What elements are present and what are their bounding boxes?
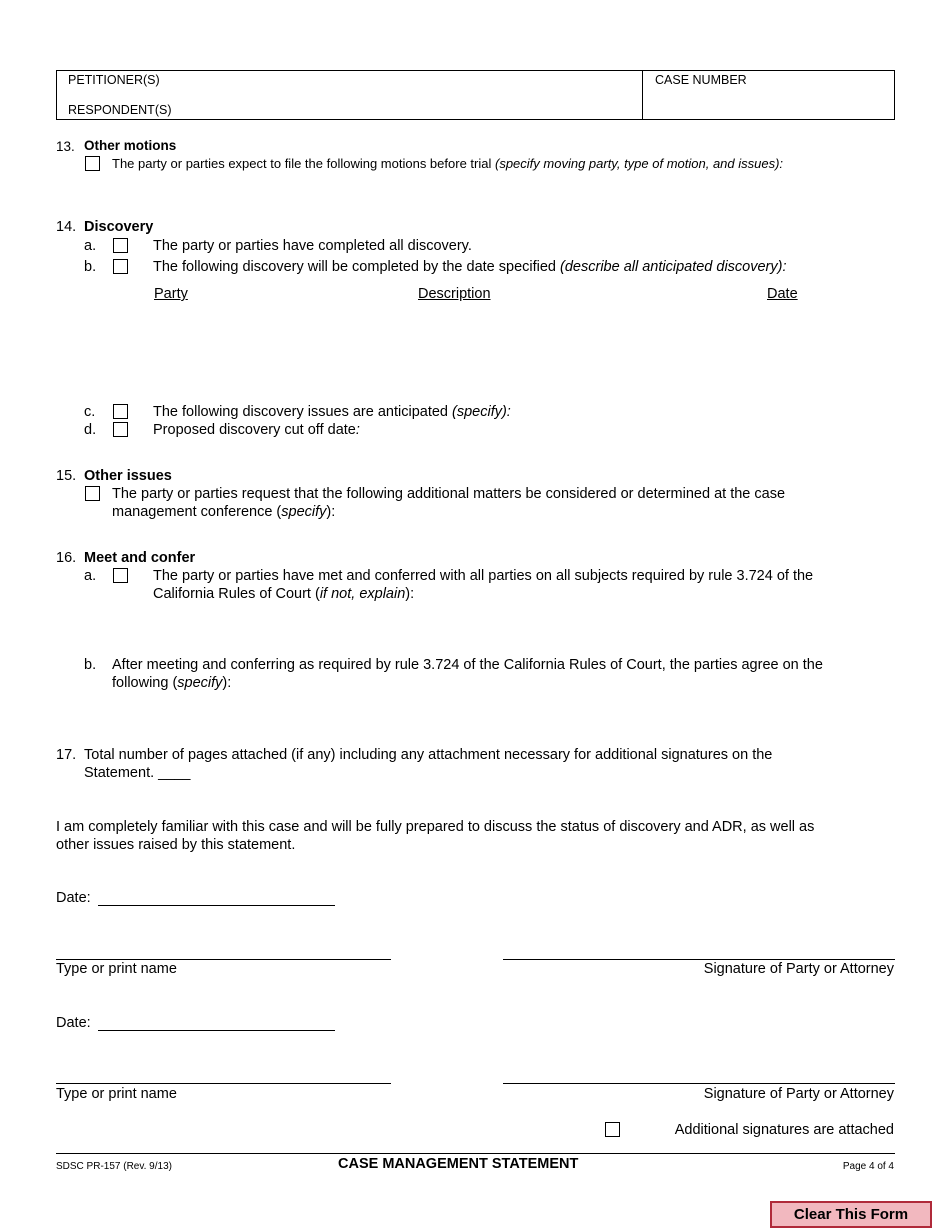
- form-id: SDSC PR-157 (Rev. 9/13): [56, 1161, 172, 1172]
- item14d-text: [153, 422, 360, 438]
- item16-title: Meet and confer: [84, 550, 196, 566]
- item14a-text: The party or parties have completed all discovery.: [153, 238, 472, 254]
- item17-number: 17.: [56, 747, 77, 763]
- item16b-text-line2: [112, 675, 231, 691]
- item16b-text2-italic: specify: [177, 675, 223, 691]
- name-line-1: [56, 959, 391, 960]
- discovery-table-field[interactable]: [153, 306, 843, 396]
- respondent-field[interactable]: [180, 101, 630, 117]
- item16a-text-line2: [153, 586, 414, 602]
- petitioner-field[interactable]: [180, 72, 630, 88]
- discovery-col-date: Date: [767, 286, 798, 302]
- item16a-text2-italic: if not, explain: [319, 586, 406, 602]
- item14a-checkbox[interactable]: [113, 238, 128, 253]
- signature-line-2: [503, 1083, 895, 1084]
- signature-line-1: [503, 959, 895, 960]
- item15-checkbox[interactable]: [85, 486, 100, 501]
- item15-text-line1: The party or parties request that the following additional matters be considered or determined at the case: [112, 486, 786, 502]
- item13-title: Other motions: [84, 138, 177, 153]
- item14b-text: [153, 259, 787, 275]
- additional-signatures-label: Additional signatures are attached: [674, 1122, 894, 1138]
- item16b-letter: b.: [84, 657, 97, 673]
- item16a-text2-main: California Rules of Court (: [153, 586, 320, 602]
- item14b-letter: b.: [84, 259, 97, 275]
- item14d-text-italic: :: [355, 422, 360, 438]
- item16-number: 16.: [56, 550, 77, 566]
- item15-text-line2: [112, 504, 335, 520]
- item13-text-main: The party or parties expect to file the following motions before trial: [112, 156, 492, 171]
- page-number: Page 4 of 4: [842, 1161, 894, 1172]
- item15-number: 15.: [56, 468, 77, 484]
- item14c-text: [153, 404, 511, 420]
- name-line-2: [56, 1083, 391, 1084]
- declaration-line1: I am completely familiar with this case and will be fully prepared to discuss the status of discovery and ADR, as well as: [56, 819, 815, 835]
- item16a-text-line1: The party or parties have met and conferred with all parties on all subjects required by rule 3.724 of the: [153, 568, 814, 584]
- item13-number: 13.: [56, 139, 75, 154]
- footer-title: CASE MANAGEMENT STATEMENT: [338, 1156, 579, 1172]
- additional-signatures-checkbox[interactable]: [605, 1122, 620, 1137]
- case-number-field[interactable]: [655, 92, 885, 114]
- footer-rule: [56, 1153, 895, 1154]
- item14b-text-main: The following discovery will be completed by the date specified: [153, 259, 556, 275]
- item14c-checkbox[interactable]: [113, 404, 128, 419]
- signature-label-2: Signature of Party or Attorney: [703, 1086, 894, 1102]
- item15-title: Other issues: [84, 468, 172, 484]
- item14c-text-main: The following discovery issues are anticipated: [153, 404, 448, 420]
- item14c-letter: c.: [84, 404, 96, 420]
- date-field-1[interactable]: [100, 888, 333, 904]
- item17-text-line2: Statement. ____: [84, 765, 191, 781]
- name-label-2: Type or print name: [56, 1086, 177, 1102]
- item16b-text-line1: After meeting and conferring as required by rule 3.724 of the California Rules of Court, the parties agree on the: [112, 657, 823, 673]
- item16a-checkbox[interactable]: [113, 568, 128, 583]
- item14d-letter: d.: [84, 422, 97, 438]
- item16b-text2-end: ):: [222, 675, 232, 691]
- item13-text: [112, 156, 783, 171]
- item14b-text-italic: (describe all anticipated discovery):: [560, 259, 787, 275]
- item14b-checkbox[interactable]: [113, 259, 128, 274]
- date-field-2[interactable]: [100, 1013, 333, 1029]
- date-label-1: Date:: [56, 890, 91, 906]
- item15-text2-main: management conference (: [112, 504, 282, 520]
- date-line-2: [98, 1030, 335, 1031]
- item15-text2-end: ):: [326, 504, 336, 520]
- date-label-2: Date:: [56, 1015, 91, 1031]
- name-field-1[interactable]: [58, 941, 389, 958]
- name-field-2[interactable]: [58, 1065, 389, 1082]
- name-label-1: Type or print name: [56, 961, 177, 977]
- item16b-text2-main: following (: [112, 675, 178, 691]
- item16a-text2-end: ):: [405, 586, 415, 602]
- respondent-label: RESPONDENT(S): [68, 103, 172, 117]
- discovery-col-party: Party: [154, 286, 188, 302]
- item13-checkbox[interactable]: [85, 156, 100, 171]
- declaration-line2: other issues raised by this statement.: [56, 837, 296, 853]
- item17-text-line1: Total number of pages attached (if any) including any attachment necessary for additional signatures on the: [84, 747, 773, 763]
- discovery-col-description: Description: [418, 286, 491, 302]
- item14d-text-main: Proposed discovery cut off date: [153, 422, 356, 438]
- item14d-checkbox[interactable]: [113, 422, 128, 437]
- item15-text2-italic: specify: [281, 504, 327, 520]
- item14a-letter: a.: [84, 238, 97, 254]
- item16a-letter: a.: [84, 568, 97, 584]
- clear-form-button[interactable]: Clear This Form: [770, 1201, 932, 1228]
- item13-text-italic: (specify moving party, type of motion, and issues):: [494, 156, 784, 171]
- petitioner-label: PETITIONER(S): [68, 73, 160, 87]
- item14-title: Discovery: [84, 219, 154, 235]
- date-line-1: [98, 905, 335, 906]
- signature-label-1: Signature of Party or Attorney: [703, 961, 894, 977]
- case-number-label: CASE NUMBER: [655, 73, 747, 87]
- item14c-text-italic: (specify):: [452, 404, 511, 420]
- caption-divider: [642, 70, 643, 120]
- item14-number: 14.: [56, 219, 77, 235]
